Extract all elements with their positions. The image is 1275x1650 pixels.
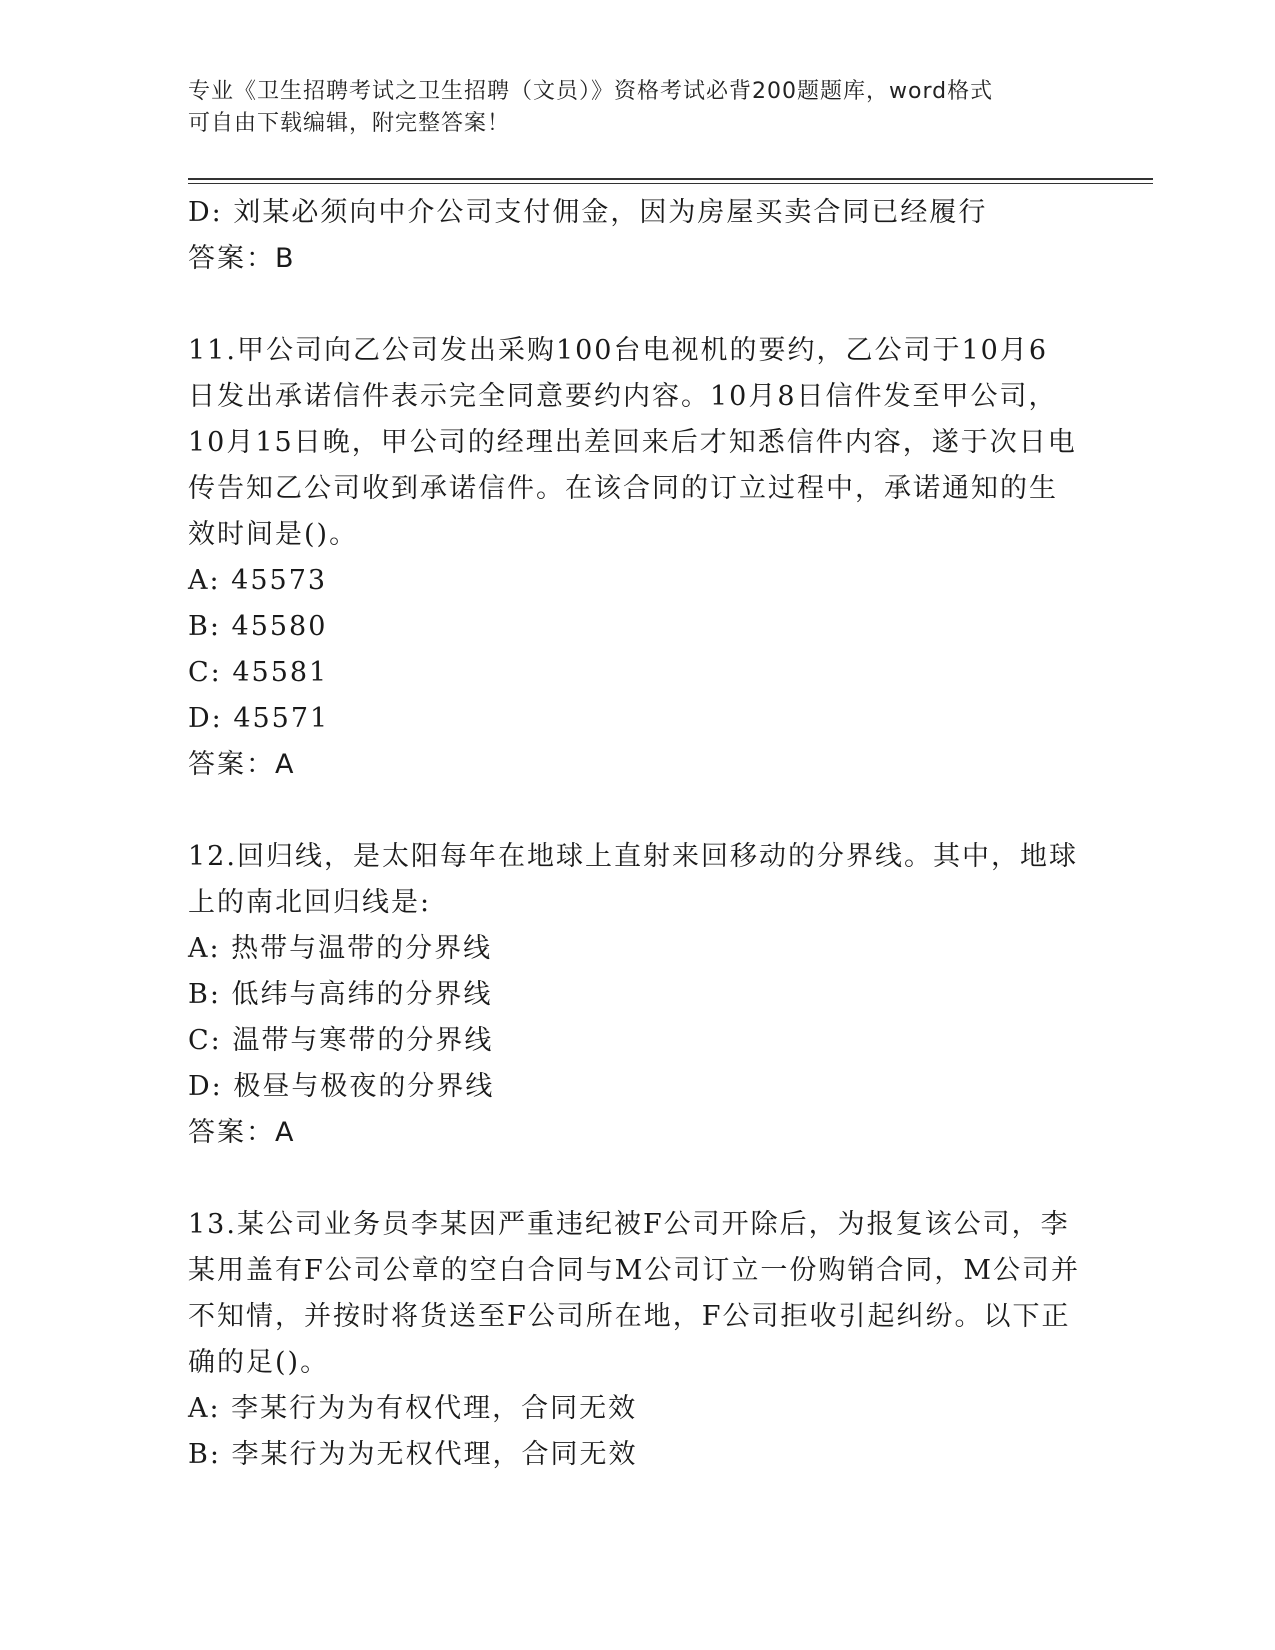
- question-11-option-b: B: 45580: [188, 611, 328, 642]
- spacer: [188, 282, 1088, 328]
- question-11-option-d: D: 45571: [188, 703, 330, 734]
- question-12-option-d: D: 极昼与极夜的分界线: [188, 1071, 495, 1102]
- question-11-option-a: A: 45573: [188, 565, 328, 596]
- question-13-line: 13.某公司业务员李某因严重违纪被F公司开除后，为报复该公司，李: [188, 1209, 1070, 1240]
- question-13-option-a: A: 李某行为为有权代理，合同无效: [188, 1393, 638, 1424]
- question-12-option-b: B: 低纬与高纬的分界线: [188, 979, 493, 1010]
- question-content: [188, 190, 1088, 1478]
- question-11: [188, 328, 1088, 788]
- prev-option-d: D: 刘某必须向中介公司支付佣金，因为房屋买卖合同已经履行: [188, 197, 988, 228]
- question-13-option-b: B: 李某行为为无权代理，合同无效: [188, 1439, 638, 1470]
- spacer: [188, 1156, 1088, 1202]
- question-11-line: 11.甲公司向乙公司发出采购100台电视机的要约，乙公司于10月6: [188, 335, 1049, 366]
- header-rule-thick: [188, 178, 1153, 180]
- question-12: [188, 834, 1088, 1156]
- header-rule-thin: [188, 183, 1153, 184]
- question-13-line: 确的足()。: [188, 1347, 330, 1378]
- prev-answer: 答案：B: [188, 243, 296, 274]
- question-11-line: 日发出承诺信件表示完全同意要约内容。10月8日信件发至甲公司，: [188, 381, 1058, 412]
- question-12-answer: 答案：A: [188, 1117, 296, 1148]
- question-11-line: 10月15日晚，甲公司的经理出差回来后才知悉信件内容，遂于次日电: [188, 427, 1077, 458]
- question-11-line: 效时间是()。: [188, 519, 359, 550]
- question-11-line: 传告知乙公司收到承诺信件。在该合同的订立过程中，承诺通知的生: [188, 473, 1058, 504]
- header-title-line-2: 可自由下载编辑，附完整答案！: [188, 111, 511, 136]
- question-11-option-c: C: 45581: [188, 657, 329, 688]
- question-11-answer: 答案：A: [188, 749, 296, 780]
- page-header: [188, 76, 1068, 140]
- question-12-option-a: A: 热带与温带的分界线: [188, 933, 493, 964]
- question-12-line: 上的南北回归线是:: [188, 887, 432, 918]
- question-12-line: 12.回归线，是太阳每年在地球上直射来回移动的分界线。其中，地球: [188, 841, 1078, 872]
- question-13-line: 某用盖有F公司公章的空白合同与M公司订立一份购销合同，M公司并: [188, 1255, 1081, 1286]
- spacer: [188, 788, 1088, 834]
- question-13-line: 不知情，并按时将货送至F公司所在地，F公司拒收引起纠纷。以下正: [188, 1301, 1071, 1332]
- question-12-option-c: C: 温带与寒带的分界线: [188, 1025, 494, 1056]
- header-title-line-1: 专业《卫生招聘考试之卫生招聘（文员）》资格考试必背200题题库，word格式: [188, 79, 994, 104]
- question-13: [188, 1202, 1088, 1478]
